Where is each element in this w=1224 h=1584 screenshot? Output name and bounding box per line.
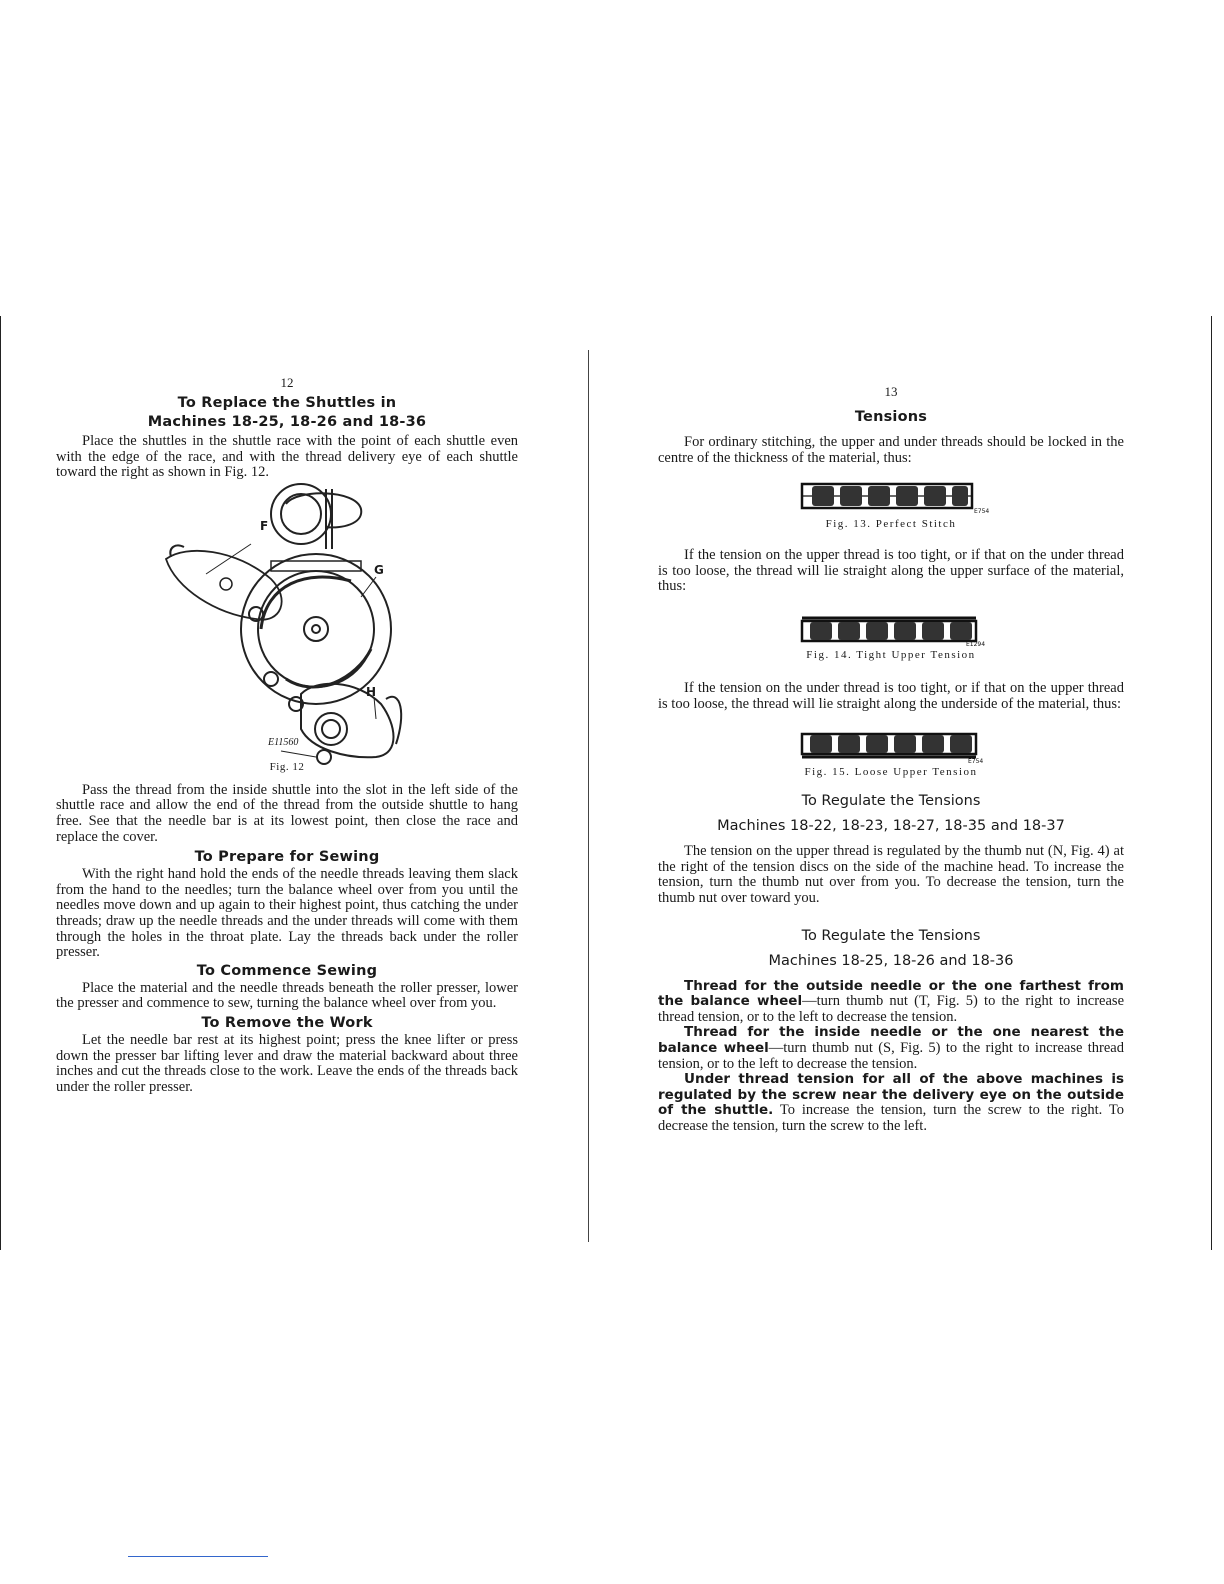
paragraph: Place the material and the needle threads beneath the roller presser, lower the presser and commence to sew, turning the balance wheel over from you. <box>56 979 518 1012</box>
figure-caption: Fig. 15. Loose Upper Tension <box>804 766 978 779</box>
figure-14-stitch <box>658 613 1124 647</box>
paragraph: If the tension on the under thread is too tight, or if that on the upper thread is too loose, the thread will lie straight along the underside of the material, thus: <box>658 679 1124 712</box>
tight-upper-tension-diagram <box>796 613 986 647</box>
figure-15-stitch <box>658 730 1124 764</box>
paragraph: The tension on the upper thread is regulated by the thumb nut (N, Fig. 4) at the right of the tension discs on the side of the machine head. To increase the tension, turn the thumb nut over from you. To decrease the tension, turn the thumb nut over toward you. <box>658 843 1124 906</box>
loose-upper-tension-diagram <box>796 730 986 764</box>
right-edge-line <box>1211 316 1212 1250</box>
section-heading: To Regulate the Tensions <box>801 927 981 944</box>
section-heading: Machines 18-25, 18-26 and 18-36 <box>147 414 427 430</box>
body-text: —turn thumb nut (S, Fig. 5) to the right to increase thread tension, or to the left to decrease the tension. <box>658 1039 1124 1072</box>
page-number: 12 <box>280 375 294 390</box>
callout-g: G <box>374 562 384 577</box>
body-text: —turn thumb nut (T, Fig. 5) to the right to increase thread tension, or to the left to decrease the tension. <box>658 993 1124 1025</box>
fig15-code: E754 <box>968 758 984 766</box>
shuttle-race-diagram <box>56 489 518 759</box>
paragraph: Let the needle bar rest at its highest point; press the knee lifter or press down the presser bar lifting lever and draw the material backward about three inches and cut the threads close to the work. Leave the ends of the threads back under the roller presser. <box>56 1031 518 1095</box>
section-heading: To Regulate the Tensions <box>801 793 981 810</box>
section-heading: Machines 18-22, 18-23, 18-27, 18-35 and 18-37 <box>717 818 1065 835</box>
section-heading: To Replace the Shuttles in <box>177 395 397 411</box>
paragraph-outside-needle <box>658 979 1124 1026</box>
figure-code: E11560 <box>268 736 299 748</box>
figure-caption: Fig. 12 <box>269 760 305 773</box>
section-heading: To Commence Sewing <box>196 962 378 979</box>
paragraph: Place the shuttles in the shuttle race with the point of each shuttle even with the edge of the race, and with the thread delivery eye of each shuttle toward the right as shown in Fig. 12. <box>56 433 518 481</box>
lead-text: Thread for the outside needle or the one farthest from the balance wheel <box>658 977 1124 1010</box>
callout-h: H <box>366 684 377 699</box>
paragraph: If the tension on the upper thread is too tight, or if that on the under thread is too loose, the thread will lie straight along the upper surface of the material, thus: <box>658 547 1124 595</box>
section-heading: To Remove the Work <box>201 1014 373 1031</box>
figure-caption: Fig. 14. Tight Upper Tension <box>806 648 976 661</box>
section-heading: To Prepare for Sewing <box>194 849 380 866</box>
left-page <box>56 375 518 1095</box>
fig13-code: E754 <box>974 508 990 516</box>
figure-caption: Fig. 13. Perfect Stitch <box>825 518 957 531</box>
paragraph-under-thread <box>658 1072 1124 1134</box>
section-heading: Machines 18-25, 18-26 and 18-36 <box>768 952 1014 969</box>
lead-text: Under thread tension for all of the above machines is regulated by the screw near the delivery eye on the outside of the shuttle. <box>658 1071 1124 1119</box>
fig14-code: E1294 <box>966 640 986 648</box>
figure-12 <box>56 489 518 759</box>
bottom-rule <box>128 1556 268 1557</box>
left-edge-line <box>0 316 1 1250</box>
figure-13-stitch <box>658 480 1124 514</box>
paragraph: For ordinary stitching, the upper and under threads should be locked in the centre of the thickness of the material, thus: <box>658 434 1124 466</box>
body-text: To increase the tension, turn the screw to the right. To decrease the tension, turn the screw to the left. <box>658 1102 1124 1134</box>
lead-text: Thread for the inside needle or the one nearest the balance wheel <box>658 1024 1124 1056</box>
paragraph: Pass the thread from the inside shuttle into the slot in the left side of the shuttle race and allow the end of the thread from the outside shuttle to hang free. See that the needle bar is at its lowest point, then close the race and replace the cover. <box>56 781 518 845</box>
paragraph: With the right hand hold the ends of the needle threads leaving them slack from the hand to the needles; turn the balance wheel over from you until the needles move down and up again to their highest point, thus catching the under threads; draw up the needle threads and the under threads will come with them through the holes in the throat plate. Lay the threads back under the roller presser. <box>56 866 518 961</box>
section-heading: Tensions <box>854 409 928 425</box>
page-number: 13 <box>884 384 898 399</box>
callout-f: F <box>260 518 269 533</box>
gutter-line <box>588 350 589 1242</box>
right-page <box>658 384 1124 1134</box>
perfect-stitch-diagram <box>796 480 990 516</box>
paragraph-inside-needle <box>658 1025 1124 1072</box>
